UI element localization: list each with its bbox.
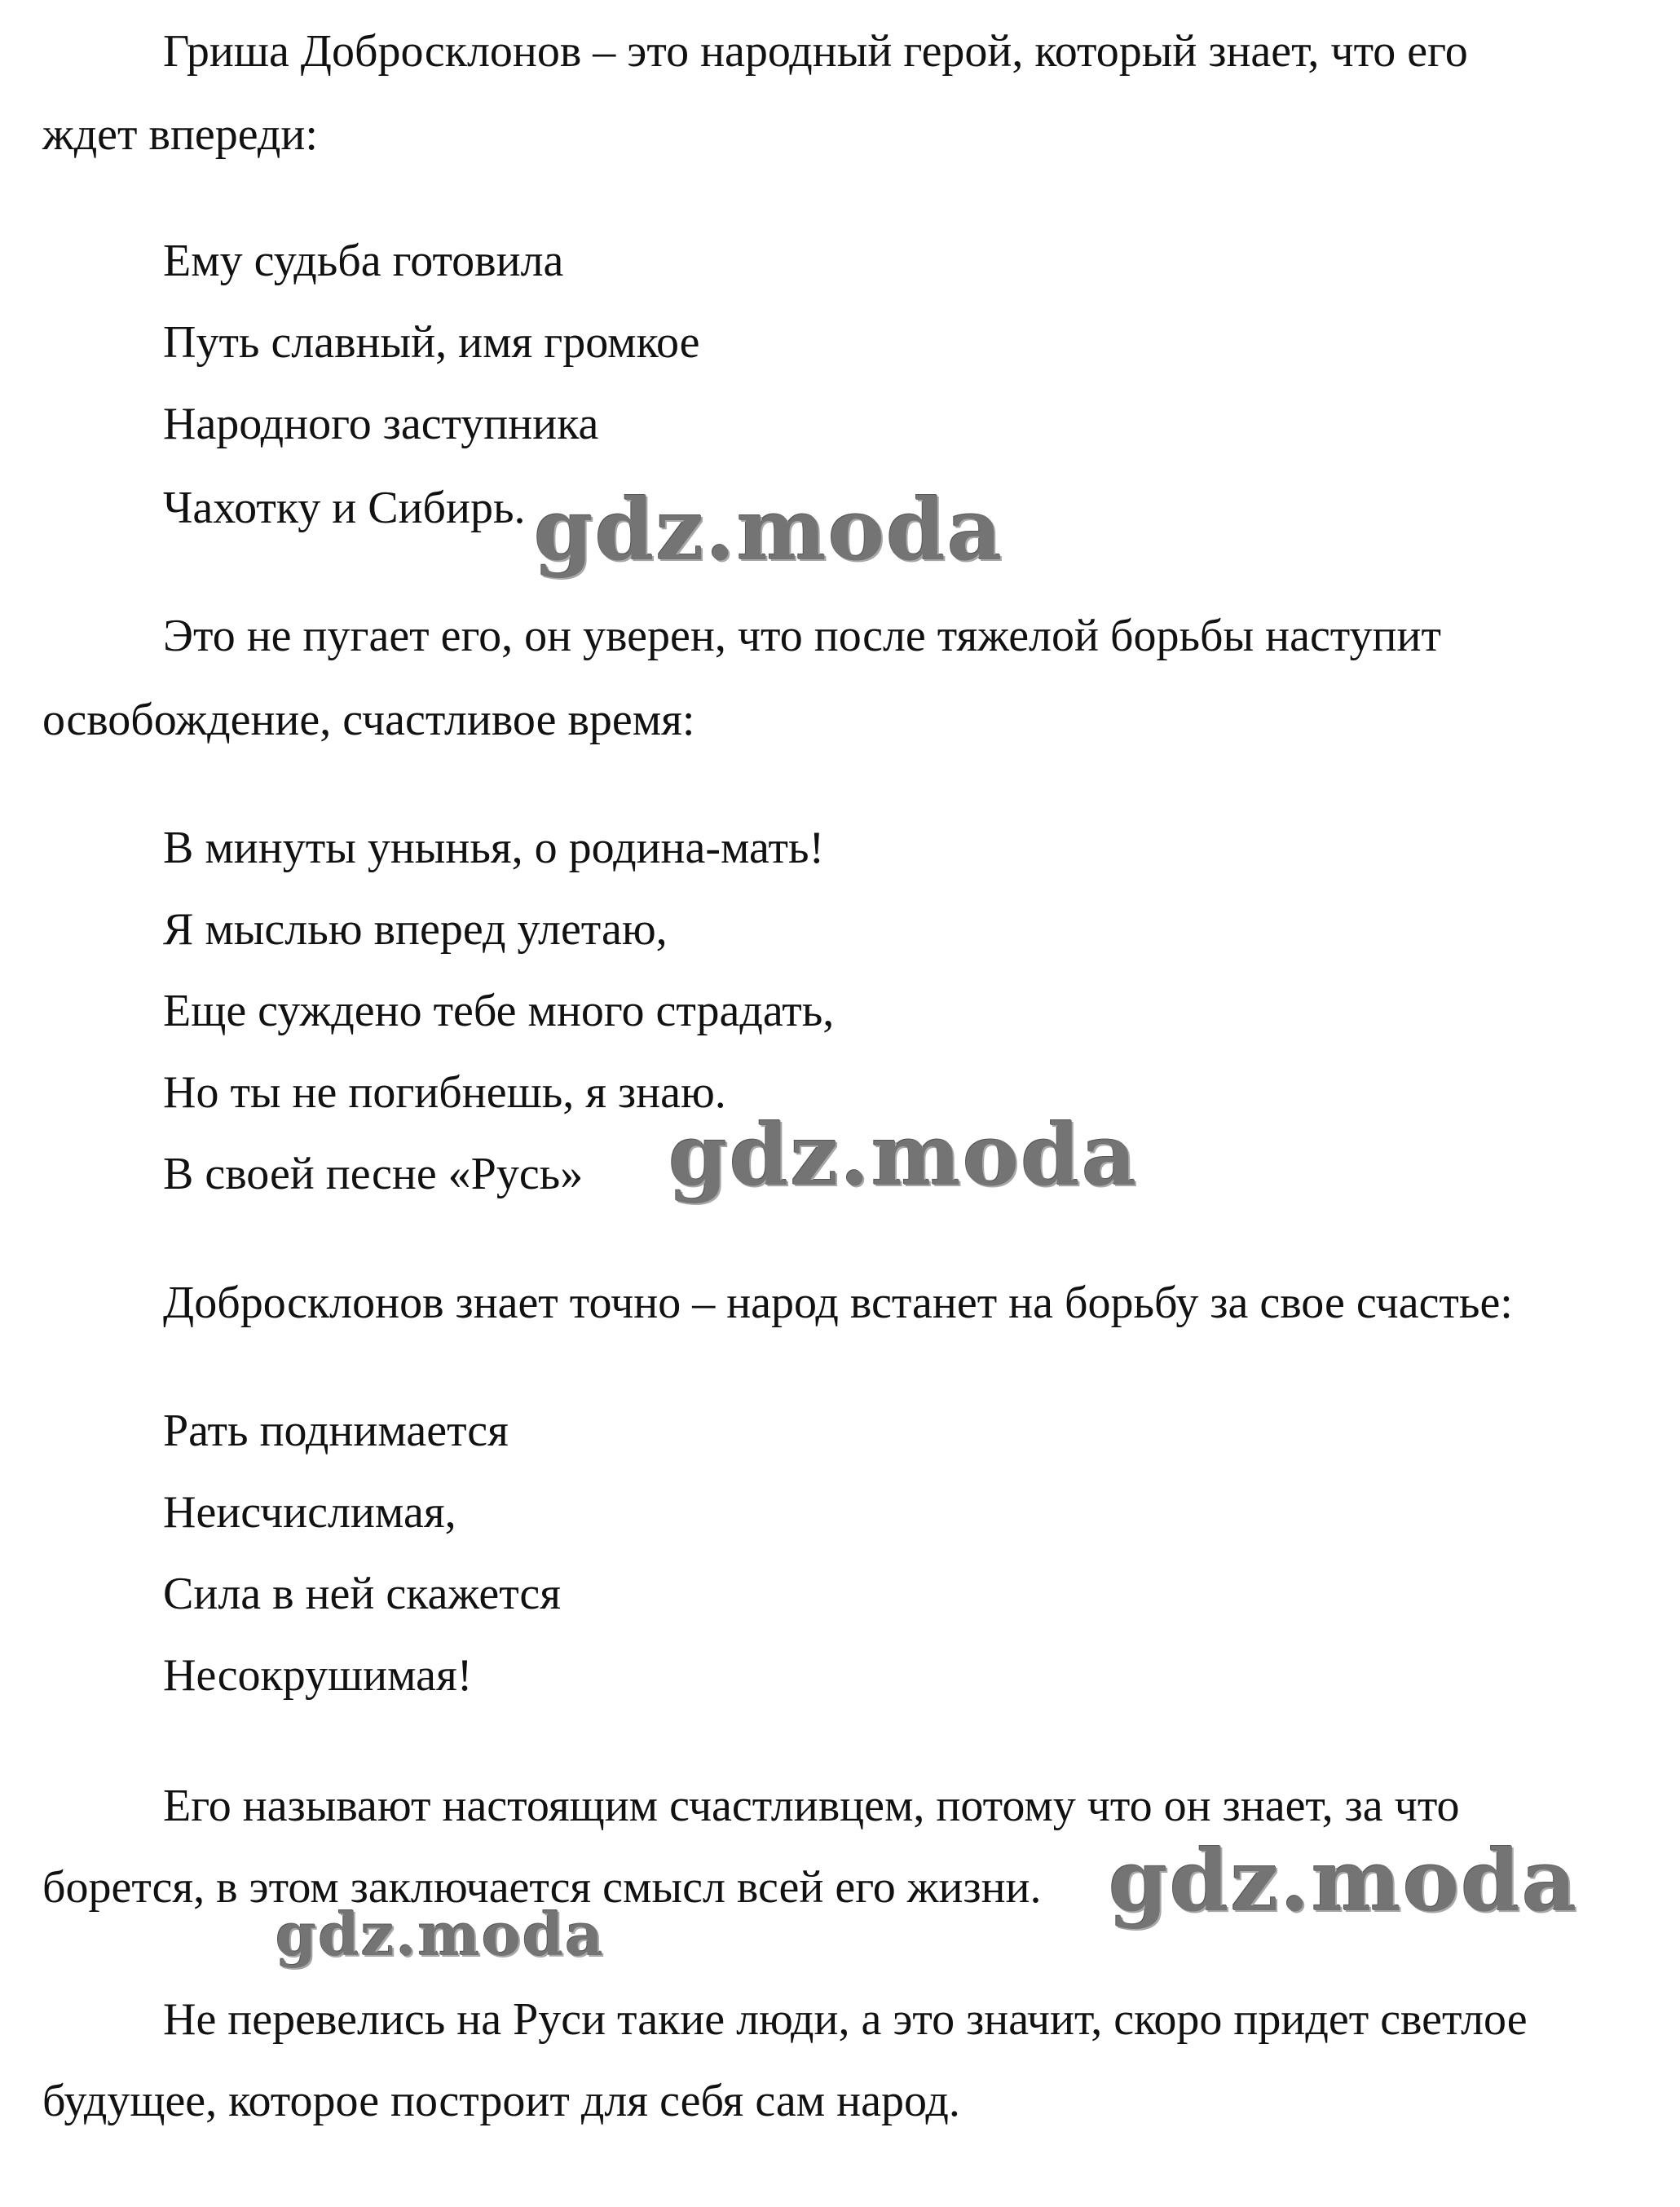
paragraph-1-line-1: Гриша Добросклонов – это народный герой, который знает, что его <box>163 26 1468 77</box>
watermark-logo: gdz.moda <box>534 479 1004 580</box>
verse-1-line-2: Путь славный, имя громкое <box>163 317 700 368</box>
verse-2-line-1: В минуты унынья, о родина-мать! <box>163 823 825 873</box>
paragraph-5-line-2: будущее, которое построит для себя сам народ. <box>42 2076 960 2126</box>
verse-1-line-4: Чахотку и Сибирь. <box>163 483 526 533</box>
verse-2-line-4: Но ты не погибнешь, я знаю. <box>163 1067 726 1118</box>
watermark-logo: gdz.moda <box>668 1105 1139 1205</box>
verse-3-line-1: Рать поднимается <box>163 1406 509 1456</box>
watermark-logo: gdz.moda <box>1109 1830 1579 1931</box>
paragraph-2-line-2: освобождение, счастливое время: <box>42 695 695 745</box>
paragraph-4-line-1: Его называют настоящим счастливцем, потому что он знает, за что <box>163 1781 1460 1831</box>
watermark-logo: gdz.moda <box>276 1900 605 1969</box>
verse-1-line-1: Ему судьба готовила <box>163 236 564 286</box>
paragraph-5-line-1: Не перевелись на Руси такие люди, а это значит, скоро придет светлое <box>163 1994 1528 2045</box>
paragraph-2-line-1: Это не пугает его, он уверен, что после тяжелой борьбы наступит <box>163 611 1441 661</box>
verse-3-line-3: Сила в ней скажется <box>163 1569 562 1619</box>
verse-3-line-4: Несокрушимая! <box>163 1650 473 1701</box>
verse-1-line-3: Народного заступника <box>163 399 599 449</box>
verse-2-line-3: Еще суждено тебе много страдать, <box>163 986 835 1036</box>
verse-3-line-2: Неисчислимая, <box>163 1487 456 1538</box>
paragraph-1-line-2: ждет впереди: <box>42 109 318 160</box>
paragraph-3-line-1: Добросклонов знает точно – народ встанет на борьбу за свое счастье: <box>163 1278 1513 1328</box>
verse-2-line-5: В своей песне «Русь» <box>163 1149 584 1199</box>
verse-2-line-2: Я мыслью вперед улетаю, <box>163 904 668 955</box>
paragraph-4-line-2: борется, в этом заключается смысл всей его жизни. <box>42 1862 1042 1913</box>
